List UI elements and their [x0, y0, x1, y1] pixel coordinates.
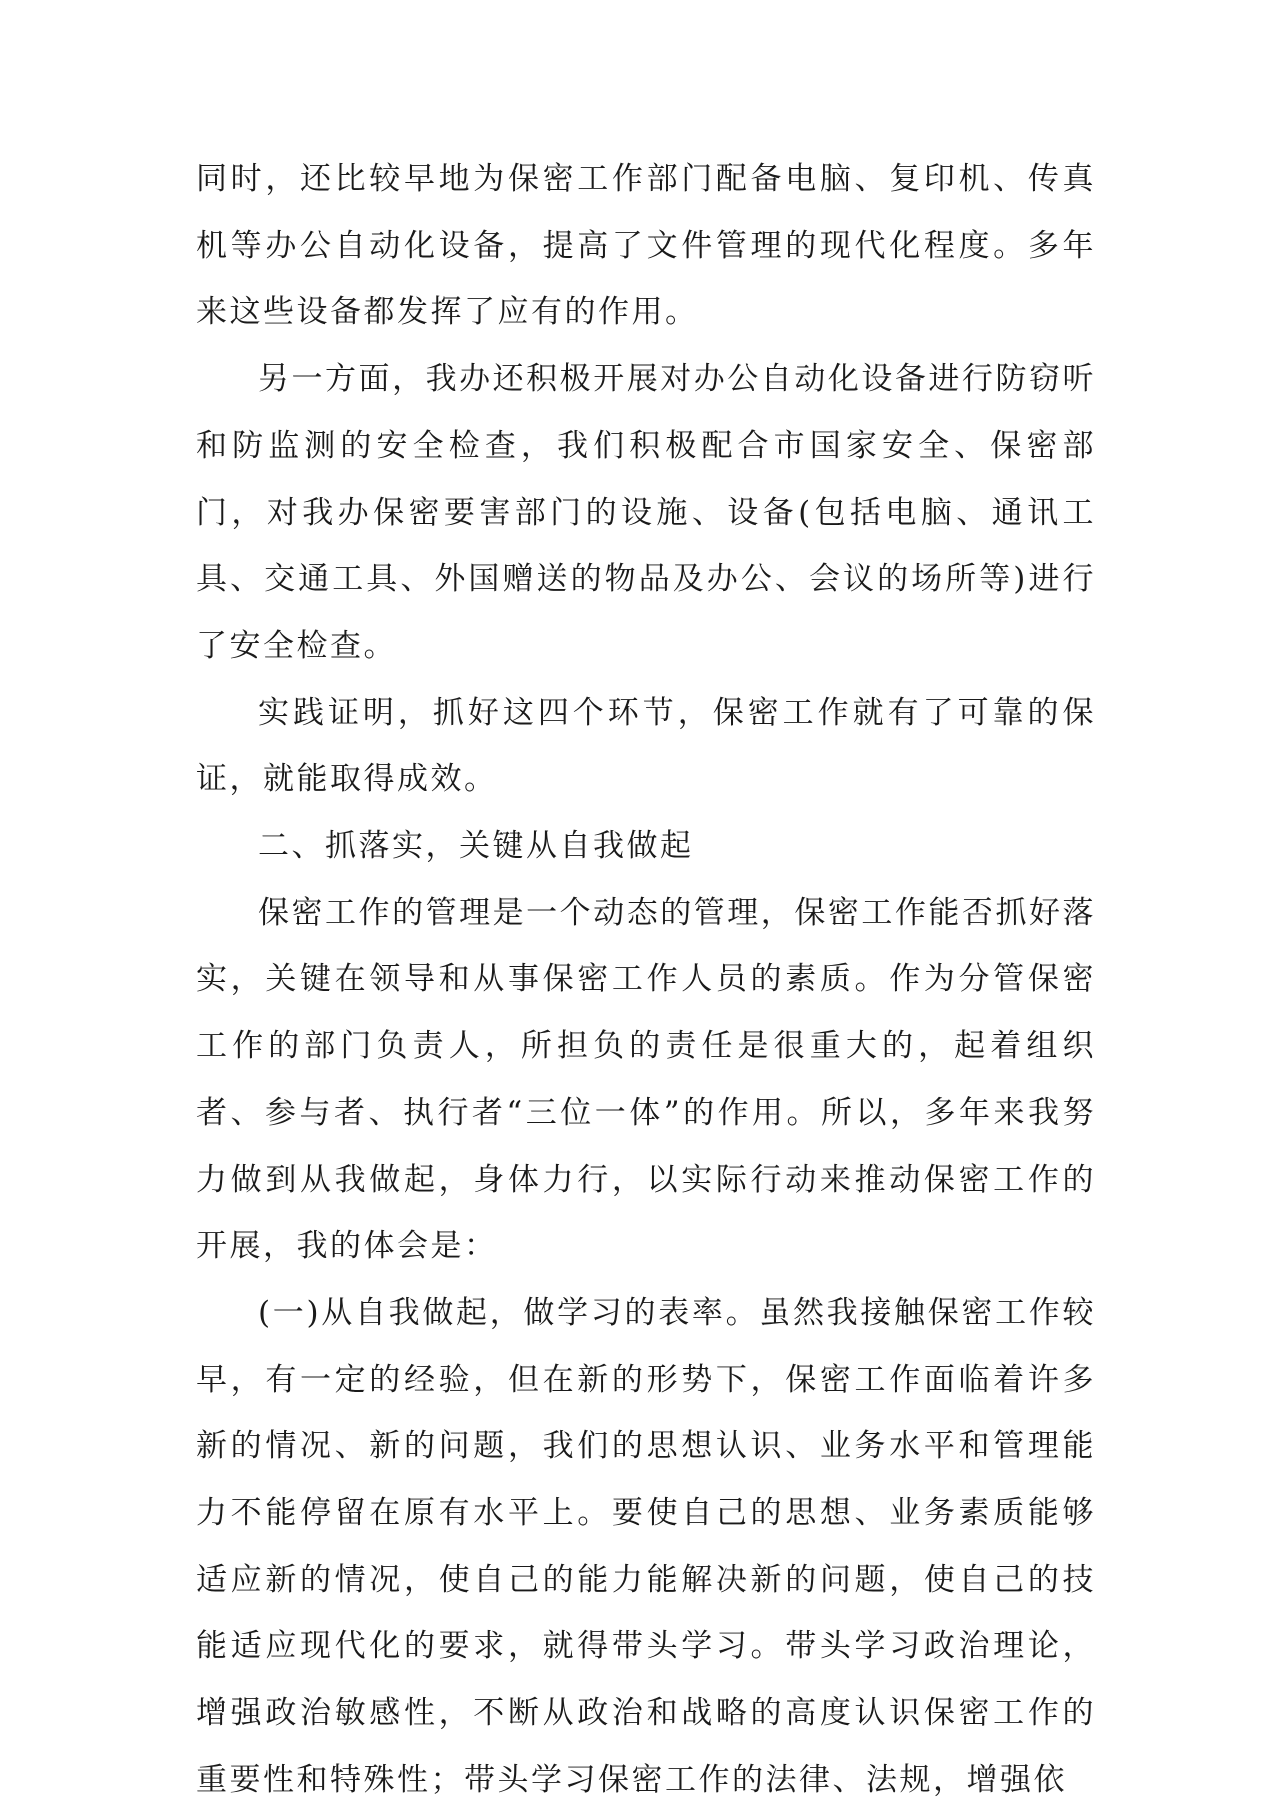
document-body: [196, 146, 1096, 1814]
paragraph-security-inspection: 另一方面，我办还积极开展对办公自动化设备进行防窃听和防监测的安全检查，我们积极配合市国家安全、保密部门，对我办保密要害部门的设施、设备(包括电脑、通讯工具、交通工具、外国赠送的物品及办公、会议的场所等)进行了安全检查。: [196, 361, 1096, 664]
paragraph-practice-proof: 实践证明，抓好这四个环节，保密工作就有了可靠的保证，就能取得成效。: [196, 694, 1096, 798]
paragraph-learning-example: (一)从自我做起，做学习的表率。虽然我接触保密工作较早，有一定的经验，但在新的形势下，保密工作面临着许多新的情况、新的问题，我们的思想认识、业务水平和管理能力不能停留在原有水平上。要使自己的思想、业务素质能够适应新的情况，使自己的能力能解决新的问题，使自己的技能适应现代化的要求，就得带头学习。带头学习政治理论，增强政治敏感性，不断从政治和战略的高度认识保密工作的重要性和特殊性；带头学习保密工作的法律、法规，增强依: [196, 1294, 1096, 1798]
paragraph-dynamic-management: 保密工作的管理是一个动态的管理，保密工作能否抓好落实，关键在领导和从事保密工作人员的素质。作为分管保密工作的部门负责人，所担负的责任是很重大的，起着组织者、参与者、执行者“三位一体”的作用。所以，多年来我努力做到从我做起，身体力行，以实际行动来推动保密工作的开展，我的体会是：: [196, 894, 1096, 1265]
paragraph-continuation: 同时，还比较早地为保密工作部门配备电脑、复印机、传真机等办公自动化设备，提高了文件管理的现代化程度。多年来这些设备都发挥了应有的作用。: [196, 161, 1096, 331]
section-heading-two: 二、抓落实，关键从自我做起: [258, 828, 694, 865]
